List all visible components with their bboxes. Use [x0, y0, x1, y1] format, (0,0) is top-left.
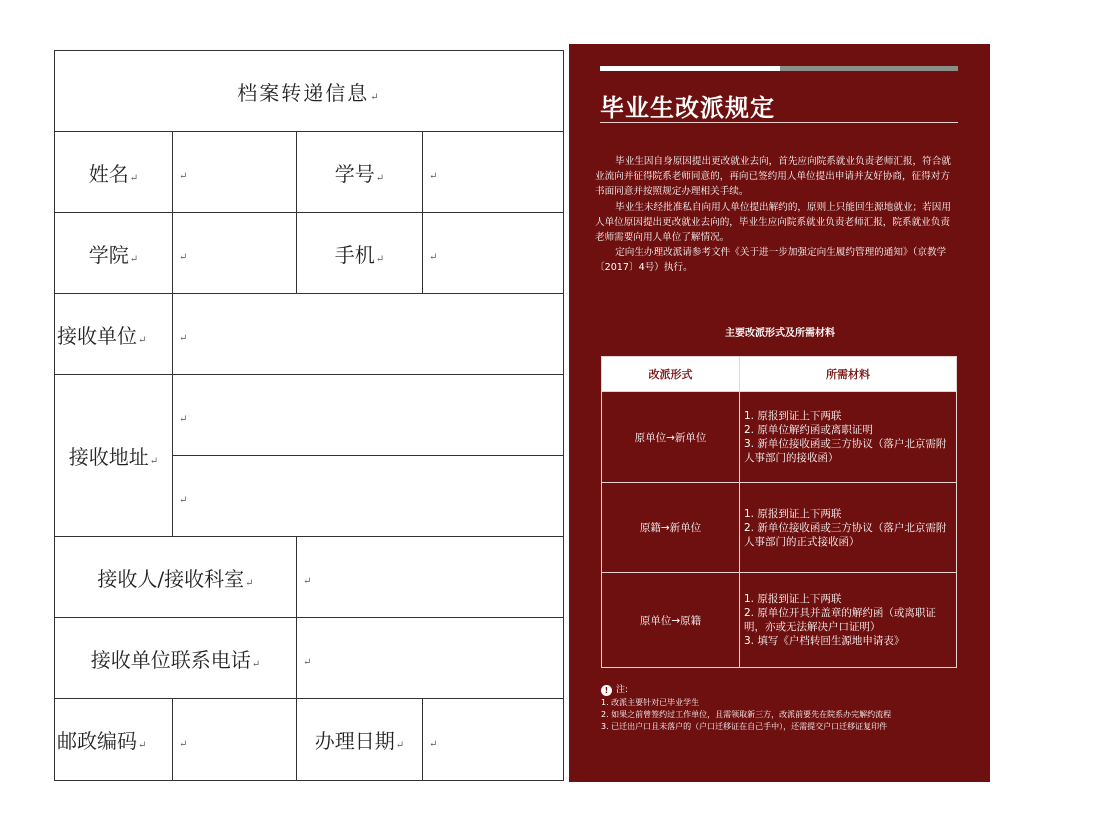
recipient-label: 接收人/接收科室 [97, 566, 245, 591]
receiving-address-field-2[interactable]: ↵ [173, 456, 564, 537]
material-item: 2. 新单位接收函或三方协议（落户北京需附人事部门的正式接收函） [744, 521, 947, 548]
table-header-form: 改派形式 [602, 357, 740, 392]
materials-subheading: 主要改派形式及所需材料 [725, 328, 835, 339]
rules-paragraph: 定向生办理改派请参考文件《关于进一步加强定向生履约管理的通知》（京教学〔2017〕4号）执行。 [595, 247, 947, 274]
accent-bar-gray [780, 66, 958, 71]
material-item: 1. 原报到证上下两联 [744, 410, 842, 422]
material-item: 2. 原单位开具并盖章的解约函（或离职证明，亦或无法解决户口证明） [744, 607, 936, 633]
rules-paragraph: 毕业生未经批准私自向用人单位提出解约的，原则上只能回生源地就业；若因用人单位原因提出更改就业去向的，毕业生应向院系就业负责老师汇报，院系就业负责老师需要向用人单位了解情况。 [595, 201, 951, 244]
receiving-address-label: 接收地址 [68, 445, 149, 469]
notes-heading-row [601, 684, 981, 696]
material-item: 1. 原报到证上下两联 [744, 507, 842, 520]
table-row [602, 573, 957, 668]
archive-transfer-form [54, 50, 564, 781]
recipient-field[interactable]: ↵ [297, 537, 564, 618]
alert-icon: ! [601, 685, 612, 696]
receiving-unit-label: 接收单位 [57, 323, 137, 348]
recipient-label-cell: 接收人/接收科室↵ [55, 537, 297, 618]
title-divider [600, 122, 958, 123]
postal-code-label-cell: 邮政编码↵ [55, 699, 173, 781]
student-id-field[interactable]: ↵ [423, 132, 564, 213]
postal-code-label: 邮政编码 [57, 729, 137, 753]
materials-cell [740, 392, 957, 483]
notes-heading: 注: [616, 685, 629, 695]
materials-cell [740, 483, 957, 573]
student-id-label: 学号 [334, 161, 375, 186]
reassignment-rules-panel [569, 44, 990, 782]
rules-body [595, 154, 959, 276]
table-row [602, 483, 957, 573]
date-label-cell: 办理日期↵ [297, 699, 423, 781]
material-item: 3. 填写《户档转回生源地申请表》 [744, 635, 905, 647]
date-label: 办理日期 [314, 729, 395, 753]
student-id-label-cell: 学号↵ [297, 132, 423, 213]
table-header-materials: 所需材料 [740, 357, 957, 392]
receiving-address-label-cell: 接收地址↵ [55, 375, 173, 537]
reassign-form: 原单位→原籍 [602, 573, 740, 668]
material-item: 1. 原报到证上下两联 [744, 593, 842, 605]
name-field[interactable]: ↵ [173, 132, 297, 213]
college-label: 学院 [88, 242, 129, 267]
note-item: 3. 已迁出户口且未落户的（户口迁移证在自己手中），还需提交户口迁移证复印件 [601, 722, 888, 731]
name-label: 姓名 [88, 161, 129, 186]
table-row [602, 392, 957, 483]
material-item: 3. 新单位接收函或三方协议（落户北京需附人事部门的接收函） [744, 438, 947, 464]
unit-phone-label-cell: 接收单位联系电话↵ [55, 618, 297, 699]
form-title-cell: 档案转递信息↵ [55, 51, 564, 132]
rules-paragraph: 毕业生因自身原因提出更改就业去向，首先应向院系就业负责老师汇报，符合就业流向并征得院系老师同意的，再向已签约用人单位提出申请并友好协商，征得对方书面同意并按照规定办理相关手续。 [595, 156, 951, 198]
phone-label: 手机 [334, 242, 375, 267]
reassign-form: 原籍→新单位 [602, 483, 740, 573]
college-label-cell: 学院↵ [55, 213, 173, 294]
note-item: 1. 改派主要针对已毕业学生 [601, 698, 700, 707]
receiving-unit-label-cell: 接收单位↵ [55, 294, 173, 375]
phone-field[interactable]: ↵ [423, 213, 564, 294]
name-label-cell: 姓名↵ [55, 132, 173, 213]
notes-section [601, 684, 981, 733]
material-item: 2. 原单位解约函或离职证明 [744, 424, 873, 436]
materials-cell [740, 573, 957, 668]
unit-phone-label: 接收单位联系电话 [90, 647, 251, 672]
college-field[interactable]: ↵ [173, 213, 297, 294]
unit-phone-field[interactable]: ↵ [297, 618, 564, 699]
receiving-unit-field[interactable]: ↵ [173, 294, 564, 375]
materials-table [601, 356, 957, 668]
phone-label-cell: 手机↵ [297, 213, 423, 294]
reassign-form: 原单位→新单位 [602, 392, 740, 483]
form-title: 档案转递信息 [237, 80, 370, 105]
receiving-address-field-1[interactable]: ↵ [173, 375, 564, 456]
postal-code-field[interactable]: ↵ [173, 699, 297, 781]
panel-title: 毕业生改派规定 [600, 94, 775, 122]
note-item: 2. 如果之前曾签约过工作单位，且需领取新三方，改派前要先在院系办完解约流程 [601, 710, 892, 719]
date-field[interactable]: ↵ [423, 699, 564, 781]
accent-bar [600, 66, 780, 71]
